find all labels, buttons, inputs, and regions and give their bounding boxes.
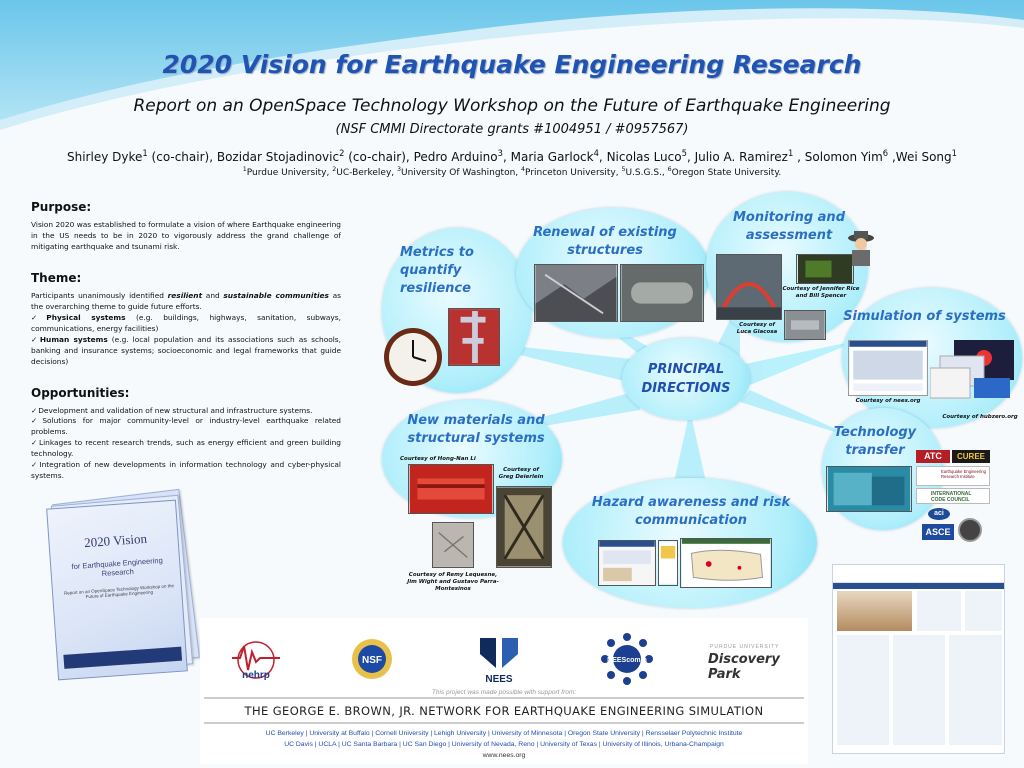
author-sup: 1	[787, 148, 794, 158]
credit-hubzero: Courtesy of hubzero.org	[942, 414, 1018, 420]
opportunity-bullet: ✓ Linkages to recent research trends, such as energy efficient and green building technology.	[31, 438, 341, 460]
purdue-label: PURDUE UNIVERSITY	[710, 644, 780, 650]
simulation-title: Simulation of systems	[843, 309, 1006, 324]
credit-deierlein: Courtesy of Greg Deierlein	[498, 467, 544, 481]
poster-title: 2020 Vision for Earthquake Engineering Research	[162, 50, 862, 79]
hazard-title: Hazard awareness and risk communication	[591, 495, 791, 529]
author-sup: 3	[497, 148, 503, 158]
theme-intro	[31, 291, 341, 313]
author-name: Bozidar Stojadinovic	[216, 150, 340, 164]
neeshub-screenshot	[832, 564, 1005, 754]
report-cover-title: 2020 Vision	[83, 530, 148, 551]
monitoring-title: Monitoring and assessment	[732, 210, 845, 244]
sponsor-tagline: This project was made possible with support from:	[431, 689, 577, 696]
technology-document-image	[826, 466, 912, 512]
theme-intro-text: and	[202, 290, 224, 300]
nsf-label: NSF	[362, 655, 382, 666]
nees-simulation-screenshot	[848, 340, 928, 396]
affil-name: Princeton University	[525, 168, 616, 178]
theme-keyword: sustainable communities	[223, 290, 329, 300]
curee-logo: CUREE	[952, 450, 990, 463]
credit-lequesne: Courtesy of Remy Lequesne, Jim Wight and Gustavo Parra-Montesinos	[407, 572, 499, 593]
credit-rice: Courtesy of Jennifer Rice and Bill Spencer	[782, 286, 860, 300]
hazard-website-image	[598, 540, 656, 586]
author-list: Shirley Dyke$^1$ (co-chair), Bozidar Stojadinovic$^2$ (co-chair), Pedro Arduino$^3$, Maria Garlock$^4$, Nicolas Luco$^5$, Julio A. Ramirez$^1$ , Solomon Yim$^6$ ,Wei Song$^1$	[67, 148, 957, 164]
purpose-heading: Purpose:	[31, 200, 92, 214]
theme-heading: Theme:	[31, 270, 82, 285]
theme-intro-text: as the overarching theme to guide future efforts.	[31, 290, 341, 311]
author-role: (co-chair)	[344, 150, 406, 164]
neescomm-label: NEEScomm	[607, 657, 647, 664]
neeshub-panel	[893, 635, 945, 745]
nees-logo	[476, 634, 522, 686]
neeshub-panel	[949, 635, 1002, 745]
author-name: Maria Garlock	[510, 150, 594, 164]
report-cover-image	[40, 490, 190, 680]
technology-title: Technology transfer	[833, 425, 917, 459]
affil-name: UC-Berkeley	[336, 168, 392, 178]
author-sup: 5	[681, 148, 687, 158]
affil-sup: 1	[242, 166, 247, 173]
steel-frame-image	[496, 486, 552, 568]
opportunity-bullet: ✓ Integration of new developments in information technology and cyber-physical systems.	[31, 460, 341, 482]
nsf-logo	[350, 636, 394, 682]
author-name: Solomon Yim	[804, 150, 883, 164]
author-name: Pedro Arduino	[413, 150, 498, 164]
theme-bullet	[31, 313, 341, 335]
neescomm-logo	[600, 632, 654, 686]
university-line: UC Davis | UCLA | UC Santa Barbara | UC San Diego | University of Nevada, Reno | University of Texas | University of Illinois, Urbana-Champaign	[284, 740, 724, 748]
theme-bullet-text: (e.g. local population and its associations such as schools, banking and insurance systems; socioeconomic and legal frameworks that guide decisions)	[31, 334, 341, 366]
nehrp-label: nehrp	[242, 670, 270, 681]
neeshub-header	[833, 565, 1004, 583]
damper-device-image	[408, 464, 494, 514]
affiliation-list: $^1$Purdue University, $^2$UC-Berkeley, $^3$University Of Washington, $^4$Princeton University, $^5$U.S.G.S., $^6$Oregon State University.	[242, 166, 782, 178]
icc-logo: INTERNATIONAL CODE COUNCIL	[916, 488, 990, 504]
caliper-image	[448, 308, 500, 366]
author-sup: 2	[339, 148, 345, 158]
author-name: Nicolas Luco	[606, 150, 682, 164]
nees-url: www.nees.org	[482, 752, 526, 759]
author-sup: 6	[882, 148, 889, 158]
report-cover-subtitle: for Earthquake Engineering Research	[71, 555, 164, 579]
author-sup: 1	[951, 148, 957, 158]
author-name: Wei Song	[895, 150, 952, 164]
divider	[204, 722, 804, 724]
author-role: (co-chair)	[147, 150, 210, 164]
credit-hongnan: Courtesy of Hong-Nan Li	[400, 456, 476, 462]
opportunity-bullet: ✓ Development and validation of new structural and infrastructure systems.	[31, 406, 341, 417]
opportunity-bullet: ✓ Solutions for major community-level or industry-level earthquake related problems.	[31, 416, 341, 438]
grant-numbers: (NSF CMMI Directorate grants #1004951 / #0957567)	[335, 122, 689, 137]
affil-name: University Of Washington	[401, 168, 516, 178]
renewal-title: Renewal of existing structures	[533, 225, 677, 259]
metrics-title: Metrics to quantify resilience	[400, 245, 474, 297]
affil-sup: 3	[397, 166, 402, 173]
hazard-report-image	[658, 540, 678, 586]
neeshub-panel	[917, 591, 961, 631]
report-front-cover	[46, 500, 188, 681]
left-column	[31, 190, 341, 482]
neeshub-panel	[965, 591, 1002, 631]
nehrp-logo	[230, 638, 282, 682]
affil-name: Purdue University	[246, 168, 327, 178]
pipe-repair-image	[620, 264, 704, 322]
arch-bridge-image	[716, 254, 782, 320]
theme-bullet-text: (e.g. buildings, highways, sanitation, subways, communications, energy facilities)	[31, 312, 341, 333]
affil-name: Oregon State University.	[671, 168, 782, 178]
aisc-logo	[958, 518, 982, 542]
neeshub-banner	[837, 591, 912, 631]
affil-sup: 4	[521, 166, 526, 173]
damaged-structure-image	[534, 264, 618, 322]
affil-name: U.S.G.S.	[625, 168, 662, 178]
theme-bullet-bold: Human systems	[39, 334, 108, 344]
sponsor-panel	[200, 618, 808, 764]
hubzero-screenshots	[930, 340, 1014, 400]
bridge-bearing-image	[784, 310, 826, 340]
materials-title: New materials and structural systems	[407, 413, 545, 447]
sponsor-logo-row	[200, 624, 808, 694]
nees-label: NEES	[485, 674, 513, 685]
principal-directions-title: PRINCIPAL DIRECTIONS	[641, 362, 731, 396]
opportunities-heading: Opportunities:	[31, 385, 130, 400]
org-logos	[916, 450, 990, 542]
clock-image	[382, 326, 444, 388]
theme-keyword: resilient	[167, 290, 203, 300]
discovery-park-logo: Discovery Park	[708, 652, 780, 682]
university-line: UC Berkeley | University at Buffalo | Cornell University | Lehigh University | University of Minnesota | Oregon State University | Rensselaer Polytechnic Institute	[265, 730, 743, 737]
divider	[204, 697, 804, 699]
theme-bullet-bold: Physical systems	[46, 312, 126, 322]
affil-sup: 2	[332, 166, 337, 173]
atc-logo: ATC	[916, 450, 950, 463]
author-name: Shirley Dyke	[67, 150, 143, 164]
credit-giacosa: Courtesy of Luca Giacosa	[736, 322, 778, 336]
report-cover-body: Report on an OpenSpace Technology Workshop on the Future of Earthquake Engineering	[63, 583, 175, 600]
eeri-logo: Earthquake Engineering Research Institute	[916, 466, 990, 486]
affil-sup: 5	[621, 166, 626, 173]
neeshub-nav	[833, 583, 1004, 589]
university-list	[200, 729, 808, 750]
report-cover-photo-strip	[63, 647, 182, 669]
usgs-map-image	[680, 538, 772, 588]
asce-logo: ASCE	[922, 524, 954, 540]
theme-bullet	[31, 335, 341, 368]
purpose-text: Vision 2020 was established to formulate a vision of where Earthquake engineering in the US needs to be in 2020 to vigorously address the grand challenge of mitigating earthquake and tsunami risk.	[31, 220, 341, 251]
affil-sup: 6	[667, 166, 672, 173]
theme-intro-text: Participants unanimously identified	[31, 290, 168, 300]
credit-nees: Courtesy of nees.org	[855, 398, 921, 404]
concrete-test-image	[432, 522, 474, 568]
author-sup: 1	[142, 148, 148, 158]
author-sup: 4	[593, 148, 599, 158]
aci-logo: aci	[928, 508, 950, 520]
network-name: THE GEORGE E. BROWN, JR. NETWORK FOR EARTHQUAKE ENGINEERING SIMULATION	[244, 704, 764, 718]
detective-icon	[846, 228, 876, 266]
author-name: Julio A. Ramirez	[694, 150, 788, 164]
poster-subtitle: Report on an OpenSpace Technology Workshop on the Future of Earthquake Engineering	[133, 96, 891, 116]
neeshub-panel	[837, 635, 889, 745]
